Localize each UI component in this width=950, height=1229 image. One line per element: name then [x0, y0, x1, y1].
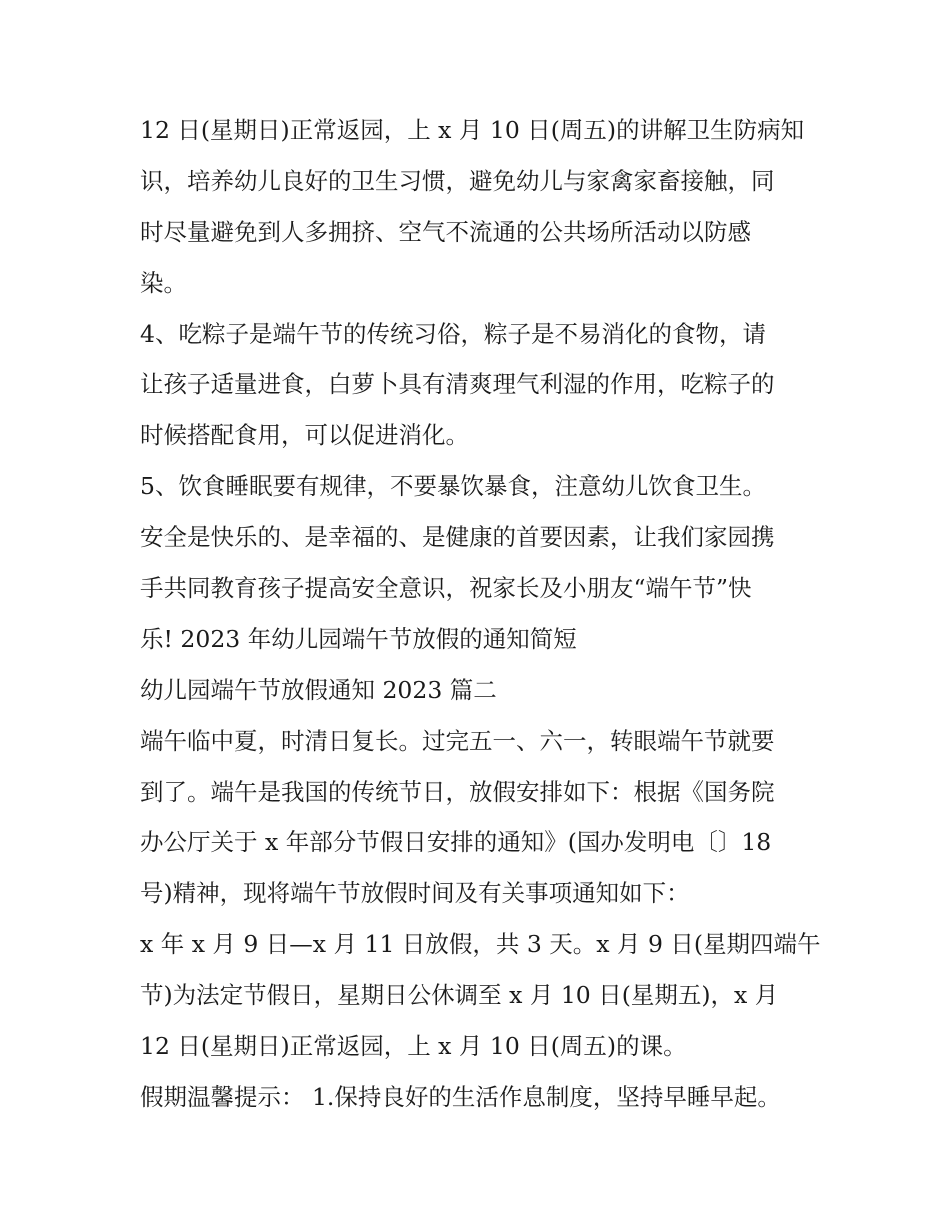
text-line: 4、吃粽子是端午节的传统习俗，粽子是不易消化的食物，请 [140, 319, 766, 348]
text-line: 时候搭配食用，可以促进消化。 [140, 421, 469, 450]
document-body [140, 105, 820, 1123]
text-line: 乐! 2023 年幼儿园端午节放假的通知简短 [140, 624, 577, 653]
text-line: 节)为法定节假日，星期日公休调至 x 月 10 日(星期五)，x 月 [140, 981, 779, 1010]
text-line: 安全是快乐的、是幸福的、是健康的首要因素，让我们家园携 [140, 523, 775, 552]
text-line: 到了。端午是我国的传统节日，放假安排如下：根据《国务院 [140, 777, 775, 806]
text-line: 12 日(星期日)正常返园，上 x 月 10 日(周五)的讲解卫生防病知 [140, 116, 805, 144]
text-line: 5、饮食睡眠要有规律，不要暴饮暴食，注意幼儿饮食卫生。 [140, 472, 766, 501]
text-line: 办公厅关于 x 年部分节假日安排的通知》(国办发明电〔〕18 [140, 828, 772, 857]
section-heading: 幼儿园端午节放假通知 2023 篇二 [140, 675, 497, 704]
text-line: 识，培养幼儿良好的卫生习惯，避免幼儿与家禽家畜接触，同 [140, 166, 775, 195]
text-line: 假期温馨提示： 1.保持良好的生活作息制度，坚持早睡早起。 [140, 1082, 781, 1111]
text-line: 12 日(星期日)正常返园，上 x 月 10 日(周五)的课。 [140, 1032, 687, 1061]
text-line: 让孩子适量进食，白萝卜具有清爽理气利湿的作用，吃粽子的 [140, 370, 775, 399]
text-line: 号)精神，现将端午节放假时间及有关事项通知如下： [140, 879, 690, 908]
text-line: x 年 x 月 9 日—x 月 11 日放假，共 3 天。x 月 9 日(星期四端午 [140, 930, 821, 959]
text-line: 时尽量避免到人多拥挤、空气不流通的公共场所活动以防感 [140, 217, 751, 246]
text-line: 端午临中夏，时清日复长。过完五一、六一，转眼端午节就要 [140, 726, 775, 755]
text-line: 手共同教育孩子提高安全意识，祝家长及小朋友“端午节”快 [140, 574, 752, 603]
text-line: 染。 [140, 268, 187, 297]
